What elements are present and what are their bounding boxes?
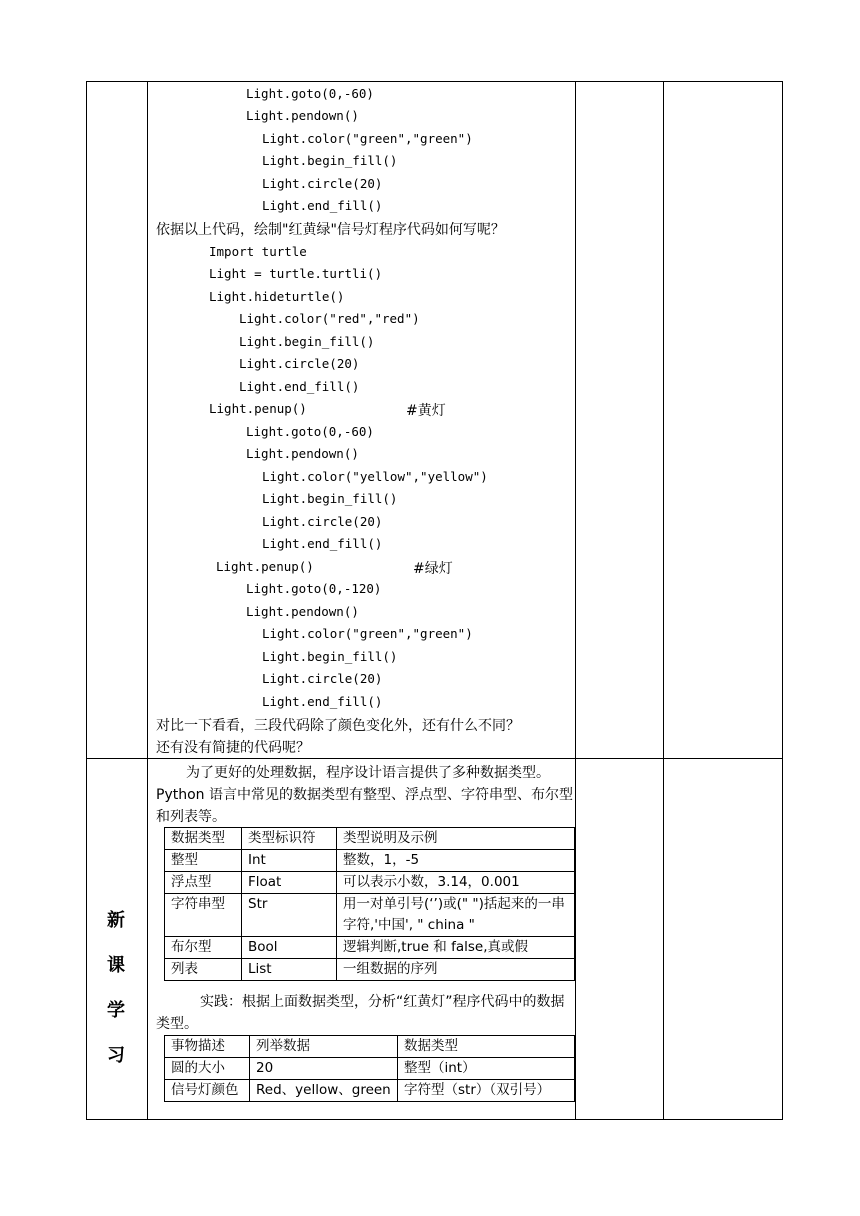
code-line: Light.color("green","green") [262, 131, 473, 146]
table-row [165, 1080, 575, 1102]
intro-paragraph: 为了更好的处理数据，程序设计语言提供了多种数据类型。Python 语言中常见的数据类型有整型、浮点型、字符串型、布尔型和列表等。 [156, 765, 573, 825]
table-cell: 信号灯颜色 [165, 1080, 250, 1102]
table-header-row [165, 828, 575, 850]
section-label-char: 课 [107, 955, 125, 976]
code-line: Import turtle [209, 244, 307, 259]
section-label-char: 新 [107, 910, 125, 931]
code-line: Light.goto(0,-60) [246, 424, 374, 439]
code-line: Light.circle(20) [262, 671, 383, 686]
code-comment: #绿灯 [413, 561, 453, 577]
table-cell: 逻辑判断,true 和 false,真或假 [337, 937, 575, 959]
table-header-row [165, 1036, 575, 1058]
code-line: Light.penup() [216, 559, 314, 574]
table-cell: 列表 [165, 959, 242, 981]
table-cell: Float [242, 872, 337, 894]
question-text: 对比一下看看，三段代码除了颜色变化外，还有什么不同？ [156, 718, 520, 734]
code-line: Light.begin_fill() [239, 334, 375, 349]
table-row [165, 1058, 575, 1080]
code-line: Light.end_fill() [239, 379, 360, 394]
code-line: Light = turtle.turtli() [209, 266, 383, 281]
table-cell: 整型 [165, 850, 242, 872]
section-label-char: 学 [107, 1000, 125, 1021]
table-cell: 字符串型 [165, 894, 242, 937]
code-line: Light.color("yellow","yellow") [262, 469, 488, 484]
question-text: 还有没有简捷的代码呢？ [156, 740, 310, 756]
code-line: Light.begin_fill() [262, 649, 398, 664]
data-types-table [164, 827, 575, 981]
section-label-char: 习 [107, 1045, 125, 1066]
code-line: Light.pendown() [246, 446, 359, 461]
code-line: Light.circle(20) [239, 356, 360, 371]
column-divider-1 [147, 81, 148, 1120]
table-cell: 可以表示小数，3.14，0.001 [337, 872, 575, 894]
code-line: Light.circle(20) [262, 514, 383, 529]
table-cell: Red、yellow、green [250, 1080, 398, 1102]
table-cell: 浮点型 [165, 872, 242, 894]
code-comment: #黄灯 [406, 403, 446, 419]
table-cell: 圆的大小 [165, 1058, 250, 1080]
code-line: Light.end_fill() [262, 694, 383, 709]
table-row [165, 937, 575, 959]
practice-paragraph: 实践：根据上面数据类型，分析“红黄灯”程序代码中的数据类型。 [156, 994, 565, 1032]
code-line: Light.goto(0,-120) [246, 581, 382, 596]
table-cell: 整数，1，-5 [337, 850, 575, 872]
code-line: Light.pendown() [246, 604, 359, 619]
table-cell: Str [242, 894, 337, 937]
table-cell: 用一对单引号(‘’)或(" ")括起来的一串字符,'中国', " china " [337, 894, 575, 937]
table-cell: Bool [242, 937, 337, 959]
table-row [165, 850, 575, 872]
table-header-cell: 数据类型 [398, 1036, 575, 1058]
code-line: Light.begin_fill() [262, 491, 398, 506]
code-line: Light.color("green","green") [262, 626, 473, 641]
column-divider-3 [663, 81, 664, 1120]
code-line: Light.goto(0,-60) [246, 86, 374, 101]
code-line: Light.penup() [209, 401, 307, 416]
table-header-cell: 类型标识符 [242, 828, 337, 850]
table-cell: Int [242, 850, 337, 872]
code-line: Light.circle(20) [262, 176, 383, 191]
code-line: Light.pendown() [246, 108, 359, 123]
table-row [165, 872, 575, 894]
table-header-cell: 数据类型 [165, 828, 242, 850]
table-header-cell: 类型说明及示例 [337, 828, 575, 850]
code-line: Light.end_fill() [262, 536, 383, 551]
column-divider-2 [575, 81, 576, 1120]
row-divider [86, 758, 783, 759]
table-cell: 字符型（str）（双引号） [398, 1080, 575, 1102]
code-line: Light.end_fill() [262, 198, 383, 213]
table-cell: 一组数据的序列 [337, 959, 575, 981]
table-cell: 20 [250, 1058, 398, 1080]
code-line: Light.color("red","red") [239, 311, 420, 326]
table-row [165, 894, 575, 937]
table-cell: 整型（int） [398, 1058, 575, 1080]
table-header-cell: 列举数据 [250, 1036, 398, 1058]
question-text: 依据以上代码，绘制"红黄绿"信号灯程序代码如何写呢？ [156, 222, 505, 238]
table-header-cell: 事物描述 [165, 1036, 250, 1058]
code-line: Light.hideturtle() [209, 289, 345, 304]
table-row [165, 959, 575, 981]
table-cell: 布尔型 [165, 937, 242, 959]
table-cell: List [242, 959, 337, 981]
analysis-table [164, 1035, 575, 1102]
code-line: Light.begin_fill() [262, 153, 398, 168]
